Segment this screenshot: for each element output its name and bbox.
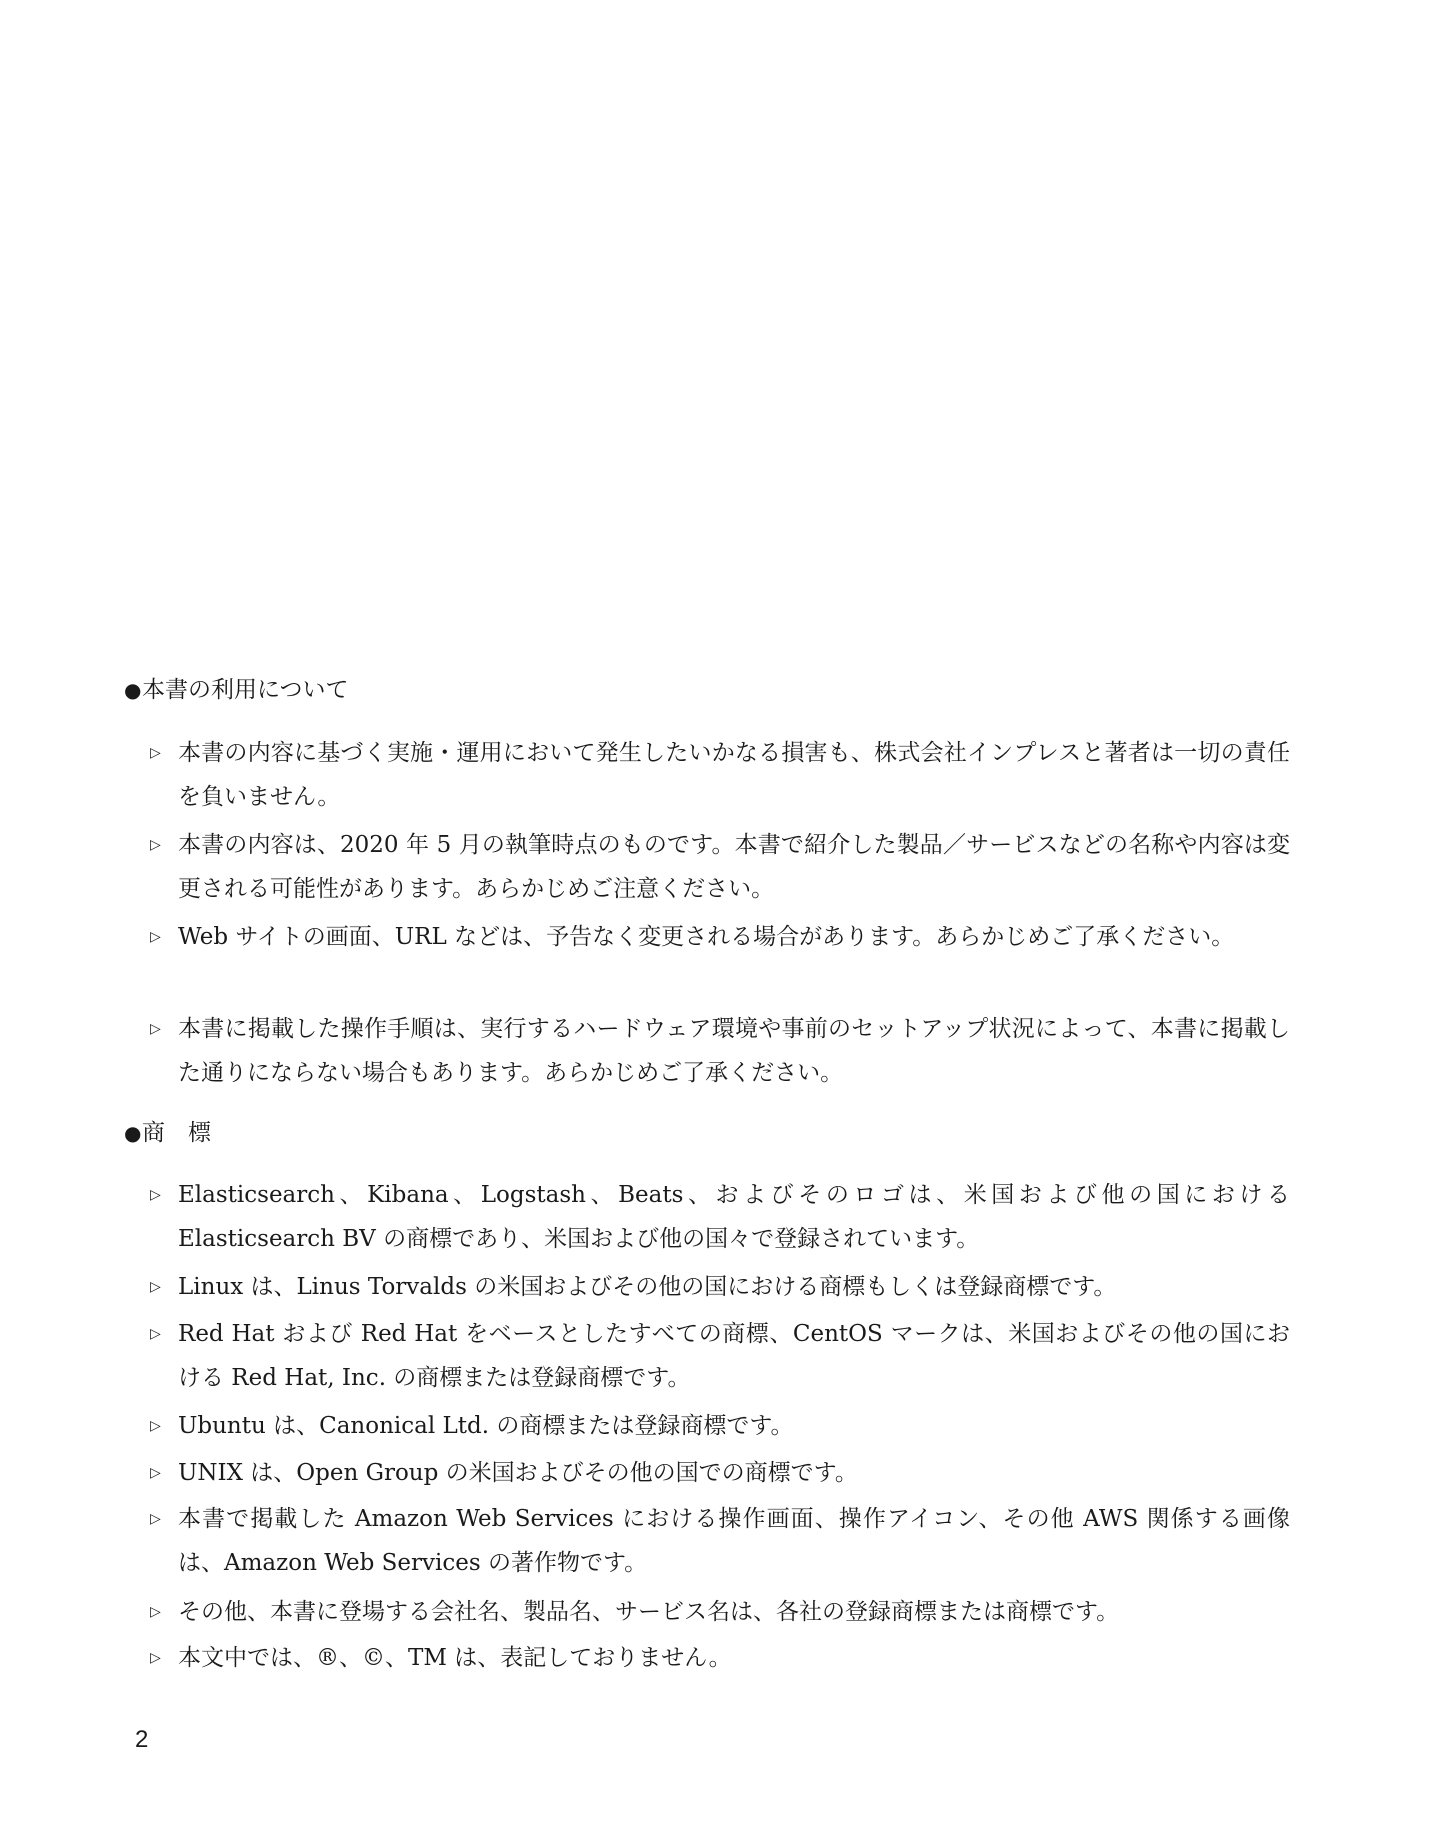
triangle-marker-icon: ▷ — [150, 1465, 161, 1481]
section-heading-trademarks: ●商 標 — [124, 1120, 211, 1146]
list-item: ▷ 本書の内容に基づく実施・運用において発生したいかなる損害も、株式会社インプレスと著者は一切の責任を負いません。 — [150, 731, 1290, 819]
list-item: ▷ その他、本書に登場する会社名、製品名、サービス名は、各社の登録商標または商標です。 — [150, 1590, 1290, 1634]
triangle-marker-icon: ▷ — [150, 1418, 161, 1434]
list-item: ▷ Linux は、Linus Torvalds の米国およびその他の国における商標もしくは登録商標です。 — [150, 1265, 1290, 1309]
triangle-marker-icon: ▷ — [150, 745, 161, 761]
triangle-marker-icon: ▷ — [150, 1279, 161, 1295]
section-heading-usage: ●本書の利用について — [124, 677, 349, 703]
page-number: 2 — [135, 1726, 149, 1753]
list-item: ▷ Web サイトの画面、URL などは、予告なく変更される場合があります。あらかじめご了承ください。 — [150, 915, 1290, 959]
triangle-marker-icon: ▷ — [150, 1021, 161, 1037]
list-item: ▷ 本文中では、®、©、TM は、表記しておりません。 — [150, 1636, 1290, 1680]
triangle-marker-icon: ▷ — [150, 929, 161, 945]
triangle-marker-icon: ▷ — [150, 1326, 161, 1342]
list-item: ▷ Red Hat および Red Hat をベースとしたすべての商標、CentOS マークは、米国およびその他の国における Red Hat, Inc. の商標または登録商標です。 — [150, 1312, 1290, 1400]
bullet-icon: ● — [124, 1121, 142, 1145]
triangle-marker-icon: ▷ — [150, 1650, 161, 1666]
list-item: ▷ Elasticsearch、Kibana、Logstash、Beats、およびそのロゴは、米国および他の国における Elasticsearch BV の商標であり、米国および他の国々で登録されています。 — [150, 1173, 1290, 1261]
triangle-marker-icon: ▷ — [150, 1187, 161, 1203]
list-item: ▷ 本書の内容は、2020 年 5 月の執筆時点のものです。本書で紹介した製品／サービスなどの名称や内容は変更される可能性があります。あらかじめご注意ください。 — [150, 823, 1290, 911]
list-item: ▷ 本書で掲載した Amazon Web Services における操作画面、操作アイコン、その他 AWS 関係する画像は、Amazon Web Services の著作物です。 — [150, 1497, 1290, 1585]
triangle-marker-icon: ▷ — [150, 1511, 161, 1527]
list-item: ▷ UNIX は、Open Group の米国およびその他の国での商標です。 — [150, 1451, 1290, 1495]
triangle-marker-icon: ▷ — [150, 1604, 161, 1620]
list-item: ▷ Ubuntu は、Canonical Ltd. の商標または登録商標です。 — [150, 1404, 1290, 1448]
bullet-icon: ● — [124, 678, 142, 702]
triangle-marker-icon: ▷ — [150, 837, 161, 853]
list-item: ▷ 本書に掲載した操作手順は、実行するハードウェア環境や事前のセットアップ状況によって、本書に掲載した通りにならない場合もあります。あらかじめご了承ください。 — [150, 1007, 1290, 1095]
